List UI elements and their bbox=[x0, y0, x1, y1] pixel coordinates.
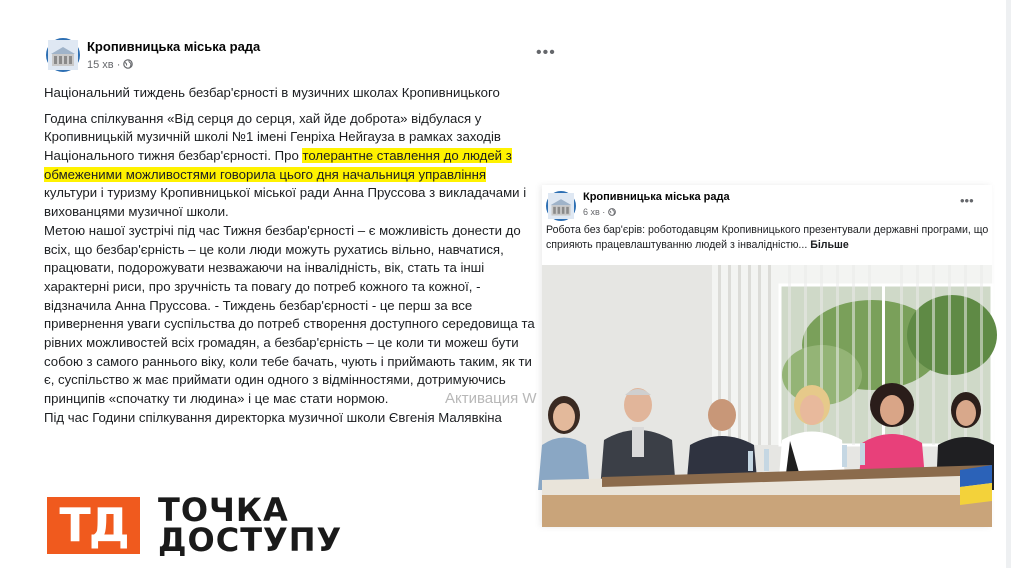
page-avatar[interactable] bbox=[546, 191, 576, 221]
post-text-segment: всіх, що безбар'єрність – це коли люди можуть рухатись вільно, навчатися, bbox=[44, 241, 504, 257]
post-text-line bbox=[44, 110, 584, 129]
more-options-button[interactable]: ••• bbox=[536, 44, 556, 61]
post-text-line bbox=[44, 334, 584, 353]
post-text-line bbox=[44, 259, 584, 278]
brand-name-line1: ТОЧКА bbox=[158, 491, 289, 529]
post-text-segment: Національний тиждень безбар'єрності в музичних школах Кропивницького bbox=[44, 85, 500, 100]
post-text-segment: є, суспільство ж має приймати один одного з відмінностями, дотримуючись bbox=[44, 372, 506, 388]
post-text-segment: принципів «спочатку ти людина» і це має стати нормою. bbox=[44, 391, 389, 406]
post-text-line bbox=[44, 184, 584, 203]
page-name[interactable]: Кропивницька міська рада bbox=[87, 39, 261, 54]
post-text-line bbox=[44, 297, 584, 316]
brand-name-line2: ДОСТУПУ bbox=[158, 521, 343, 559]
post-text: Робота без бар'єрів: роботодавцям Кропивницького презентували державні програми, що сприяють працевлаштуванню людей з інвалідністю... bbox=[546, 224, 989, 251]
post-meta[interactable] bbox=[87, 59, 133, 71]
page-name[interactable]: Кропивницька міська рада bbox=[583, 191, 730, 203]
post-text-segment: Під час Години спілкування директорка музичної школи Євгенія Малявкіна bbox=[44, 409, 502, 425]
highlighted-text: обмеженими можливостями говорила цього дня начальниця управління bbox=[44, 166, 486, 182]
post-text-line bbox=[44, 103, 584, 110]
more-options-button[interactable]: ••• bbox=[960, 193, 974, 208]
post-text-line bbox=[44, 128, 584, 147]
post-text-segment: відзначила Анна Пруссова. - Тиждень безбар'єрності - це перш за все bbox=[44, 297, 473, 313]
post-text-line bbox=[44, 241, 584, 260]
post-text-segment: Національного тижня безбар'єрності. Про bbox=[44, 148, 303, 164]
post-text-segment: рівних можливостей всіх громадян, а безбар'єрність – це коли ти можеш бути bbox=[44, 334, 519, 350]
meeting-photo[interactable] bbox=[542, 265, 992, 527]
post-text-segment: вихованцями музичної школи. bbox=[44, 204, 229, 220]
post-time[interactable]: 15 хв · bbox=[87, 59, 124, 71]
post-text-line bbox=[44, 278, 584, 297]
post-text-line bbox=[44, 409, 584, 428]
post-text-segment: Метою нашої зустрічі під час Тижня безбар'єрності – є можливість донести до bbox=[44, 222, 521, 238]
post-text-segment: характерні риси, про зручність та повагу до потреб кожного та кожної, - bbox=[44, 278, 481, 294]
post-text-line bbox=[44, 147, 584, 166]
post-body bbox=[546, 223, 990, 253]
page-edge bbox=[1006, 0, 1011, 568]
post-text-segment: Година спілкування «Від серця до серця, хай йде доброта» відбулася у bbox=[44, 110, 482, 126]
page-avatar[interactable] bbox=[46, 38, 80, 72]
windows-activation-watermark: Активация W bbox=[445, 390, 537, 407]
post-text-line bbox=[44, 222, 584, 241]
left-post-screenshot bbox=[40, 34, 556, 425]
post-text-line bbox=[44, 203, 584, 222]
globe-icon bbox=[608, 208, 616, 216]
post-body bbox=[44, 84, 584, 427]
post-text-line bbox=[44, 371, 584, 390]
right-post-screenshot bbox=[542, 185, 992, 527]
post-text-line bbox=[44, 84, 584, 103]
highlighted-text: толерантне ставлення до людей з bbox=[302, 148, 512, 164]
post-text-segment: культури і туризму Кропивницької міської ради Анна Пруссова з викладачами і bbox=[44, 185, 527, 201]
see-more-link[interactable]: Більше bbox=[810, 239, 849, 251]
post-text-line bbox=[44, 353, 584, 372]
post-text-segment: собою з самого раннього віку, коли тебе бачать, чують і приймають таким, як ти bbox=[44, 353, 532, 369]
post-text-line bbox=[44, 315, 584, 334]
post-text-segment: Кропивницькій музичній школі №1 імені Генріха Нейгауза в рамках заходів bbox=[44, 129, 501, 145]
post-meta[interactable] bbox=[583, 207, 616, 217]
post-time[interactable]: 6 хв · bbox=[583, 207, 608, 217]
post-text-line bbox=[44, 166, 584, 185]
brand-mark: ТД bbox=[59, 498, 128, 552]
post-text-segment: привернення уваги суспільства до потреб створення доступного середовища та bbox=[44, 316, 535, 332]
post-text-segment: працювати, подорожувати незважаючи на інвалідність, вік, стать та інші bbox=[44, 260, 485, 276]
globe-icon bbox=[123, 59, 133, 69]
